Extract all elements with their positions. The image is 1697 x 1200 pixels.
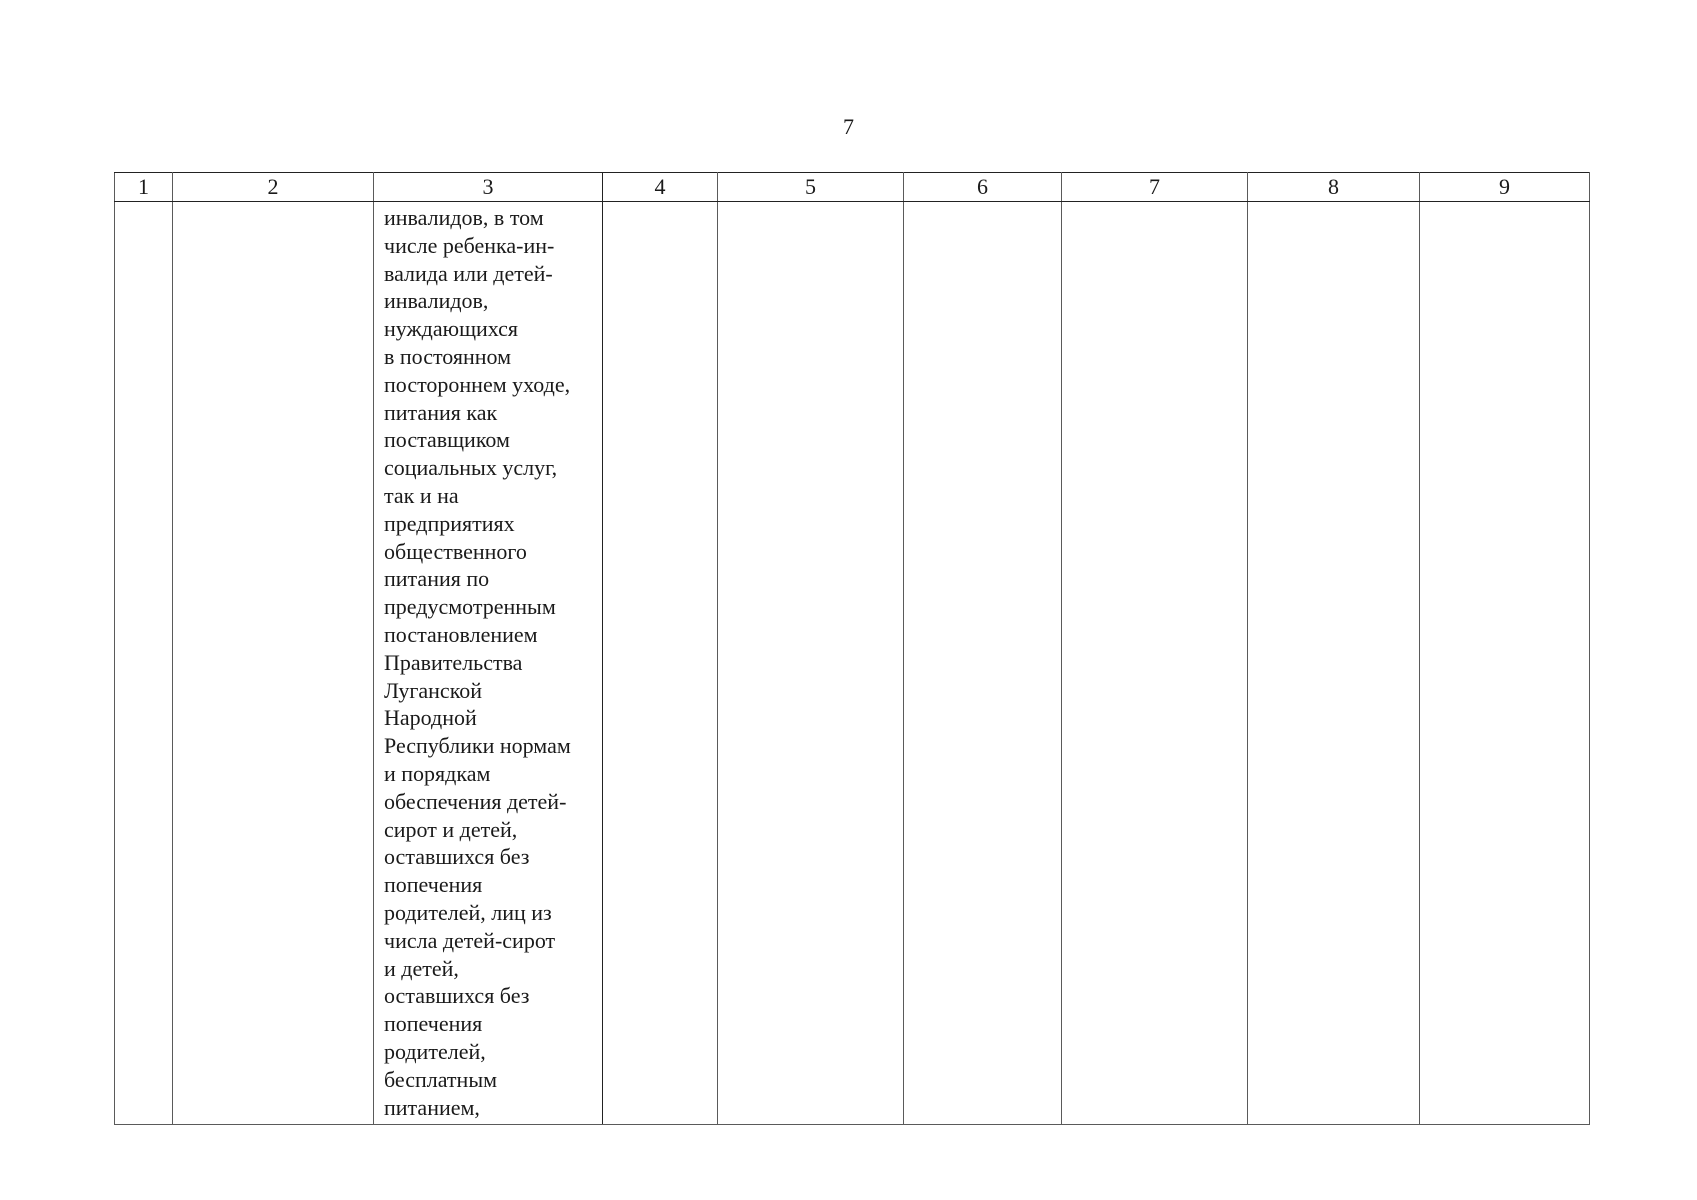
table-cell-col5 (718, 202, 904, 1125)
column-header: 4 (603, 173, 718, 202)
table-cell-col9 (1420, 202, 1590, 1125)
column-header: 1 (115, 173, 173, 202)
table-cell-col4 (603, 202, 718, 1125)
table-cell-col6 (904, 202, 1062, 1125)
table-cell-col1 (115, 202, 173, 1125)
table-cell-col2 (173, 202, 374, 1125)
page-number: 7 (843, 114, 854, 139)
table-row (115, 202, 1590, 1125)
column-header: 9 (1420, 173, 1590, 202)
column-header: 5 (718, 173, 904, 202)
column-header: 8 (1248, 173, 1420, 202)
table-cell-col3: инвалидов, в том числе ребенка-ин- валида или детей- инвалидов, нуждающихся в постоянном постороннем уходе, питания как поставщиком социальных услуг, так и на предприятиях общественного питания по предусмотренным постановлением Правительства Луганской Народной Республики нормам и порядкам обеспечения детей- сирот и детей, оставшихся без попечения родителей, лиц из числа детей-сирот и детей, оставшихся без попечения родителей, бесплатным питанием, (374, 202, 603, 1125)
column-header: 2 (173, 173, 374, 202)
data-table (114, 172, 1590, 1125)
table-cell-col7 (1062, 202, 1248, 1125)
column-header: 3 (374, 173, 603, 202)
column-header: 7 (1062, 173, 1248, 202)
table-cell-col8 (1248, 202, 1420, 1125)
column-header: 6 (904, 173, 1062, 202)
table-header-row (115, 173, 1590, 202)
